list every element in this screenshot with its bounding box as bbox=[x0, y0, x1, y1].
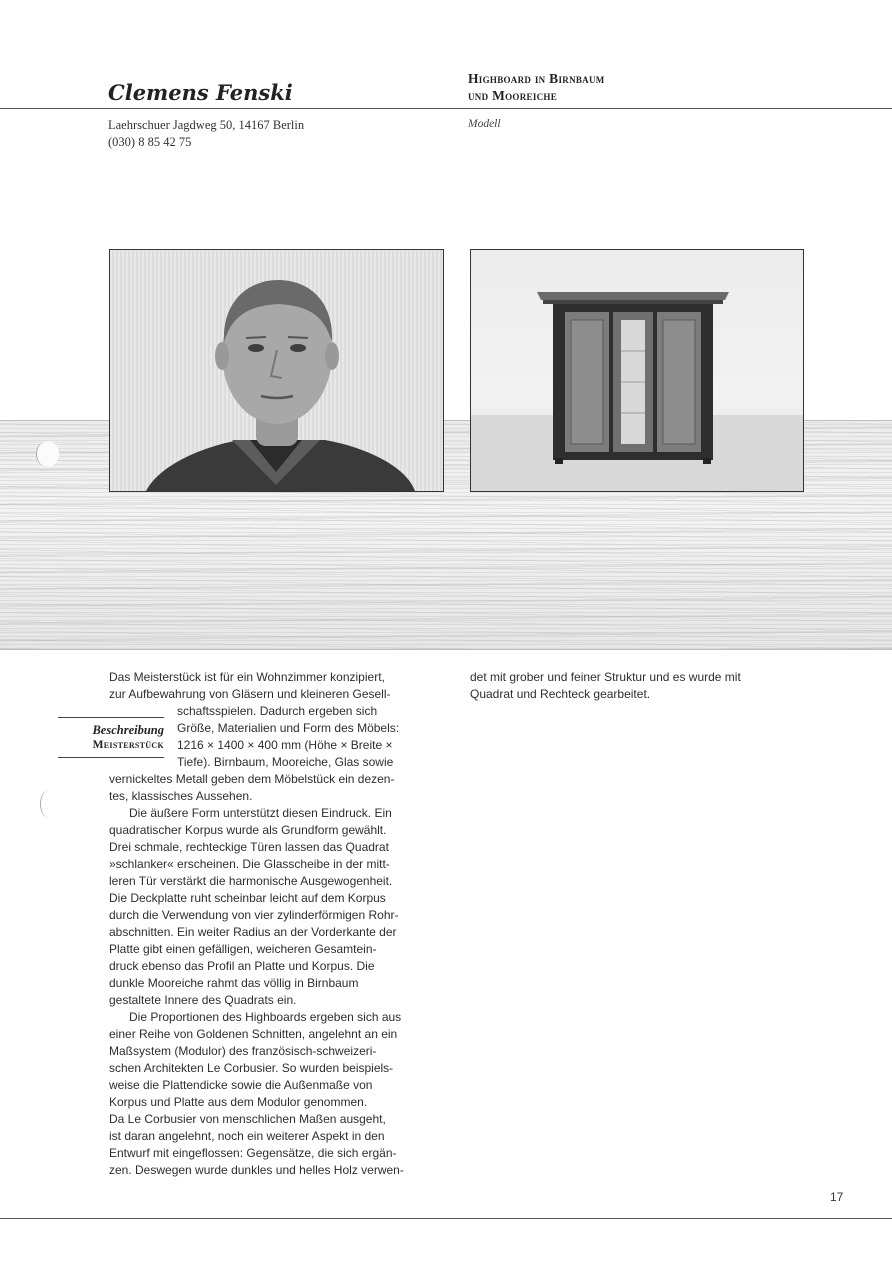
text-line: durch die Verwendung von vier zylinderförmigen Rohr- bbox=[109, 908, 399, 922]
text-line: Korpus und Platte aus dem Modulor genommen. bbox=[109, 1095, 368, 1109]
text-line: Maßsystem (Modulor) des französisch-schweizeri- bbox=[109, 1044, 377, 1058]
text-line: det mit grober und feiner Struktur und es wurde mit bbox=[470, 670, 741, 684]
text-line: abschnitten. Ein weiter Radius an der Vorderkante der bbox=[109, 925, 397, 939]
page-number: 17 bbox=[830, 1190, 844, 1204]
highboard-photo bbox=[470, 249, 804, 492]
sidebar-rule-bottom bbox=[58, 757, 164, 758]
footer-divider bbox=[0, 1218, 892, 1219]
project-title-line-1: Highboard in Birnbaum bbox=[468, 71, 605, 86]
text-line: gestaltete Innere des Quadrats ein. bbox=[109, 993, 297, 1007]
text-line: Drei schmale, rechteckige Türen lassen das Quadrat bbox=[109, 840, 389, 854]
text-line: weise die Plattendicke sowie die Außenmaße von bbox=[109, 1078, 373, 1092]
text-line: tes, klassisches Aussehen. bbox=[109, 789, 253, 803]
project-title-line-2: und Mooreiche bbox=[468, 88, 558, 103]
text-line: Die Deckplatte ruht scheinbar leicht auf dem Korpus bbox=[109, 891, 386, 905]
text-line: vernickeltes Metall geben dem Möbelstück ein dezen- bbox=[109, 772, 395, 786]
portrait-photo bbox=[109, 249, 444, 492]
text-line: schaftsspielen. Dadurch ergeben sich bbox=[177, 704, 378, 718]
text-line: einer Reihe von Goldenen Schnitten, angelehnt an ein bbox=[109, 1027, 398, 1041]
address-street: Laehrschuer Jagdweg 50, 14167 Berlin bbox=[108, 118, 305, 132]
text-line: Größe, Materialien und Form des Möbels: bbox=[177, 721, 400, 735]
section-label-line-2: Meisterstück bbox=[92, 739, 164, 751]
body-column-1-main bbox=[109, 771, 404, 1179]
text-line: quadratischer Korpus wurde als Grundform gewählt. bbox=[109, 823, 387, 837]
text-line: Das Meisterstück ist für ein Wohnzimmer konzipiert, bbox=[109, 670, 385, 684]
text-line: schen Architekten Le Corbusier. So wurden beispiels- bbox=[109, 1061, 394, 1075]
address-block bbox=[108, 117, 304, 151]
text-line: Da Le Corbusier von menschlichen Maßen ausgeht, bbox=[109, 1112, 386, 1126]
body-column-1-inset bbox=[177, 703, 399, 771]
paragraph-start-line: Die Proportionen des Highboards ergeben sich aus bbox=[129, 1010, 402, 1024]
text-line: druck ebenso das Profil an Platte und Korpus. Die bbox=[109, 959, 375, 973]
text-line: Quadrat und Rechteck gearbeitet. bbox=[470, 687, 651, 701]
text-line: Platte gibt einen gefälligen, weicheren Gesamtein- bbox=[109, 942, 377, 956]
text-line: zen. Deswegen wurde dunkles und helles Holz verwen- bbox=[109, 1163, 404, 1177]
text-line: 1216 × 1400 × 400 mm (Höhe × Breite × bbox=[177, 738, 393, 752]
category-label: Modell bbox=[468, 118, 501, 130]
header-divider bbox=[0, 108, 892, 109]
text-line: dunkle Mooreiche rahmt das völlig in Birnbaum bbox=[109, 976, 359, 990]
margin-mark bbox=[40, 790, 57, 818]
text-line: Entwurf mit eingeflossen: Gegensätze, die sich ergän- bbox=[109, 1146, 397, 1160]
text-line: Tiefe). Birnbaum, Mooreiche, Glas sowie bbox=[177, 755, 394, 769]
text-line: »schlanker« erscheinen. Die Glasscheibe in der mitt- bbox=[109, 857, 390, 871]
address-phone: (030) 8 85 42 75 bbox=[108, 135, 192, 149]
text-line: zur Aufbewahrung von Gläsern und kleineren Gesell- bbox=[109, 687, 391, 701]
author-name: Clemens Fenski bbox=[108, 80, 293, 105]
section-label bbox=[58, 717, 164, 753]
paragraph-start-line: Die äußere Form unterstützt diesen Eindruck. Ein bbox=[129, 806, 392, 820]
text-line: leren Tür verstärkt die harmonische Ausgewogenheit. bbox=[109, 874, 393, 888]
body-column-2 bbox=[470, 669, 741, 703]
text-line: ist daran angelehnt, noch ein weiterer Aspekt in den bbox=[109, 1129, 385, 1143]
highboard-furniture-figure bbox=[471, 250, 803, 491]
project-title bbox=[468, 70, 768, 104]
punch-hole-mark bbox=[36, 441, 59, 467]
section-label-line-1: Beschreibung bbox=[92, 723, 164, 737]
portrait-person-figure bbox=[110, 250, 443, 491]
body-column-1-intro bbox=[109, 669, 391, 703]
